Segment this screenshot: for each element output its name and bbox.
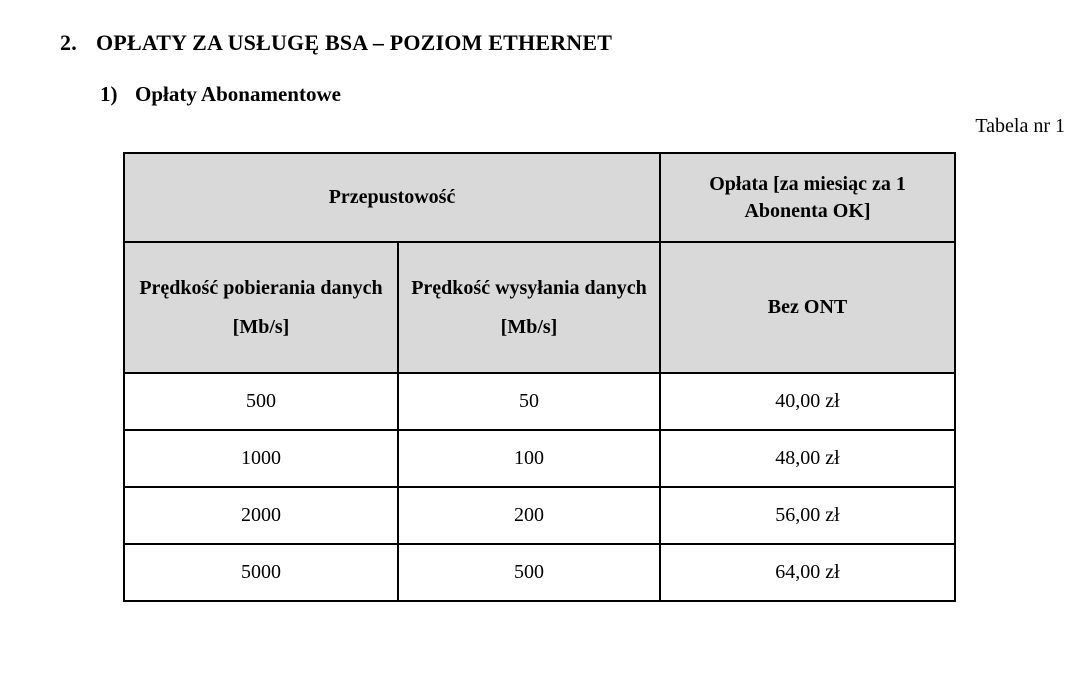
header-upload-speed-label: Prędkość wysyłania danych [411, 276, 647, 299]
cell-fee: 56,00 zł [660, 487, 955, 544]
table-row [124, 430, 955, 487]
table-header-row-columns [124, 242, 955, 373]
cell-upload: 500 [398, 544, 660, 601]
cell-upload: 100 [398, 430, 660, 487]
header-upload-speed-unit: [Mb/s] [500, 315, 558, 338]
cell-fee: 40,00 zł [660, 373, 955, 430]
cell-download: 1000 [124, 430, 398, 487]
header-throughput: Przepustowość [124, 153, 660, 242]
table-row [124, 544, 955, 601]
header-download-speed-label: Prędkość pobierania danych [139, 276, 383, 299]
subsection-heading-number: 1) [100, 82, 118, 106]
cell-download: 5000 [124, 544, 398, 601]
table-row [124, 373, 955, 430]
header-without-ont-label: Bez ONT [767, 296, 848, 318]
section-heading [0, 0, 1079, 56]
section-heading-title: OPŁATY ZA USŁUGĘ BSA – POZIOM ETHERNET [96, 30, 613, 55]
table-caption: Tabela nr 1 [975, 115, 1065, 137]
header-fee: Opłata [za miesiąc za 1 Abonenta OK] [660, 153, 955, 242]
header-upload-speed [398, 242, 660, 373]
cell-download: 500 [124, 373, 398, 430]
cell-upload: 50 [398, 373, 660, 430]
section-heading-number: 2. [60, 30, 77, 55]
cell-fee: 64,00 zł [660, 544, 955, 601]
header-without-ont [660, 242, 955, 373]
pricing-table [123, 152, 956, 602]
subsection-heading [0, 56, 1079, 107]
subsection-heading-title: Opłaty Abonamentowe [135, 82, 341, 106]
header-download-speed [124, 242, 398, 373]
table-header-row-group [124, 153, 955, 242]
header-download-speed-unit: [Mb/s] [232, 315, 290, 338]
cell-fee: 48,00 zł [660, 430, 955, 487]
cell-upload: 200 [398, 487, 660, 544]
cell-download: 2000 [124, 487, 398, 544]
table-row [124, 487, 955, 544]
